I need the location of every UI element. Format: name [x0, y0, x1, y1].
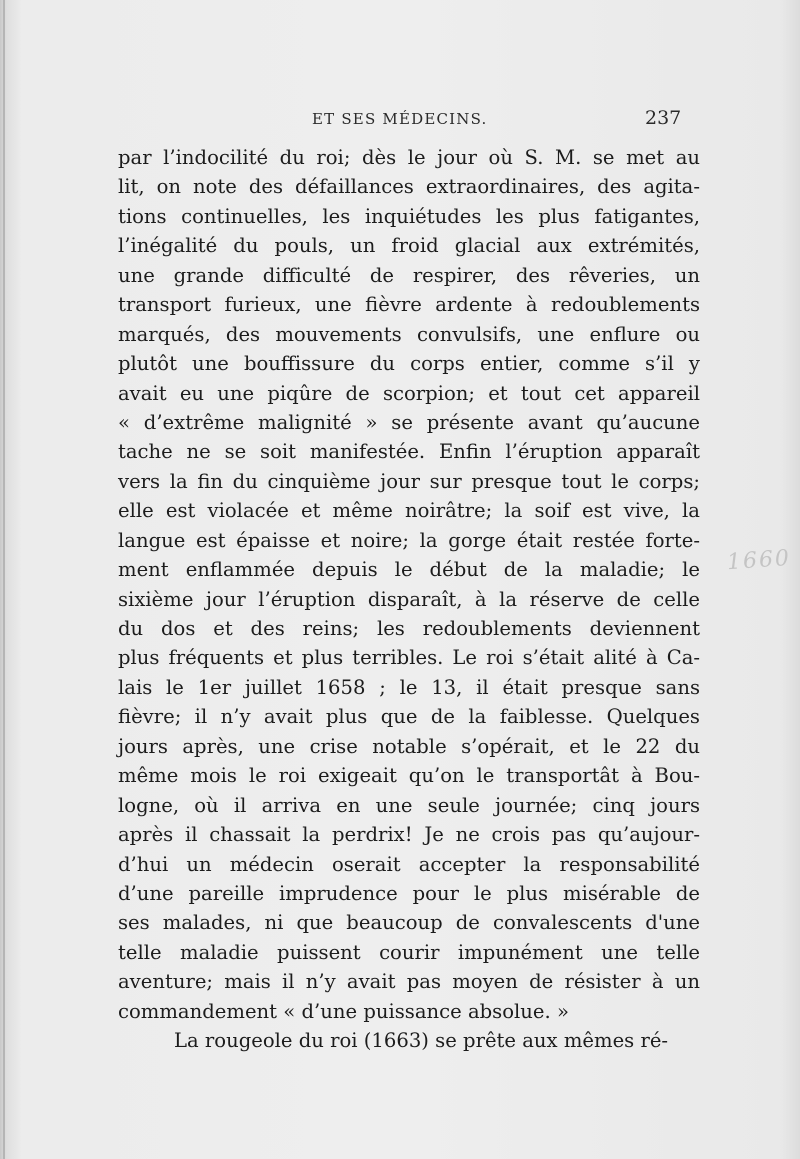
- text-line: jours après, une crise notable s’opérait, et le 22 du: [118, 734, 700, 758]
- page-number: 237: [645, 107, 682, 129]
- text-line: elle est violacée et même noirâtre; la soif est vive, la: [118, 499, 700, 523]
- text-line: transport furieux, une fièvre ardente à redoublements: [118, 293, 700, 317]
- text-line: « d’extrême malignité » se présente avant qu’aucune: [118, 410, 700, 434]
- text-line: langue est épaisse et noire; la gorge était restée forte-: [118, 528, 700, 552]
- text-line: La rougeole du roi (1663) se prête aux mêmes ré-: [174, 1029, 669, 1053]
- text-line: d’hui un médecin oserait accepter la responsabilité: [118, 852, 700, 876]
- text-line: ses malades, ni que beaucoup de convalescents d'une: [118, 911, 700, 935]
- text-line: l’inégalité du pouls, un froid glacial aux extrémités,: [118, 234, 700, 258]
- text-line: plus fréquents et plus terribles. Le roi s’était alité à Ca-: [118, 646, 700, 670]
- text-line: marqués, des mouvements convulsifs, une enflure ou: [118, 322, 700, 346]
- text-line: vers la fin du cinquième jour sur presque tout le corps;: [118, 469, 700, 493]
- text-line: lit, on note des défaillances extraordinaires, des agita-: [118, 175, 700, 199]
- page-header: [0, 107, 800, 134]
- text-line: sixième jour l’éruption disparaît, à la réserve de celle: [118, 587, 700, 611]
- text-line: d’une pareille imprudence pour le plus misérable de: [118, 881, 700, 905]
- text-line: même mois le roi exigeait qu’on le transportât à Bou-: [118, 764, 700, 788]
- text-line: avait eu une piqûre de scorpion; et tout cet appareil: [118, 381, 700, 405]
- faint-margin-annotation: 1660: [726, 545, 792, 576]
- text-line: du dos et des reins; les redoublements deviennent: [118, 617, 700, 640]
- text-line: tache ne se soit manifestée. Enfin l’éruption apparaît: [118, 440, 700, 464]
- text-line: par l’indocilité du roi; dès le jour où S. M. se met au: [118, 146, 700, 169]
- text-line: fièvre; il n’y avait plus que de la faiblesse. Quelques: [118, 705, 700, 729]
- text-line: lais le 1er juillet 1658 ; le 13, il était presque sans: [118, 675, 700, 699]
- text-line: ment enflammée depuis le début de la maladie; le: [118, 558, 700, 582]
- text-line: après il chassait la perdrix! Je ne crois pas qu’aujour-: [118, 823, 700, 847]
- text-line: telle maladie puissent courir impunément une telle: [118, 940, 700, 964]
- text-line: plutôt une bouffissure du corps entier, comme s’il y: [118, 352, 700, 376]
- text-line: commandement « d’une puissance absolue. »: [118, 999, 569, 1023]
- text-line: aventure; mais il n’y avait pas moyen de résister à un: [118, 970, 700, 994]
- text-line: une grande difficulté de respirer, des rêveries, un: [118, 263, 700, 287]
- running-head: ET SES MÉDECINS.: [312, 110, 488, 128]
- text-line: logne, où il arriva en une seule journée; cinq jours: [118, 793, 700, 817]
- body-text: [118, 143, 700, 1056]
- page-gutter-edge: [3, 0, 5, 1159]
- text-line: tions continuelles, les inquiétudes les plus fatigantes,: [118, 204, 700, 228]
